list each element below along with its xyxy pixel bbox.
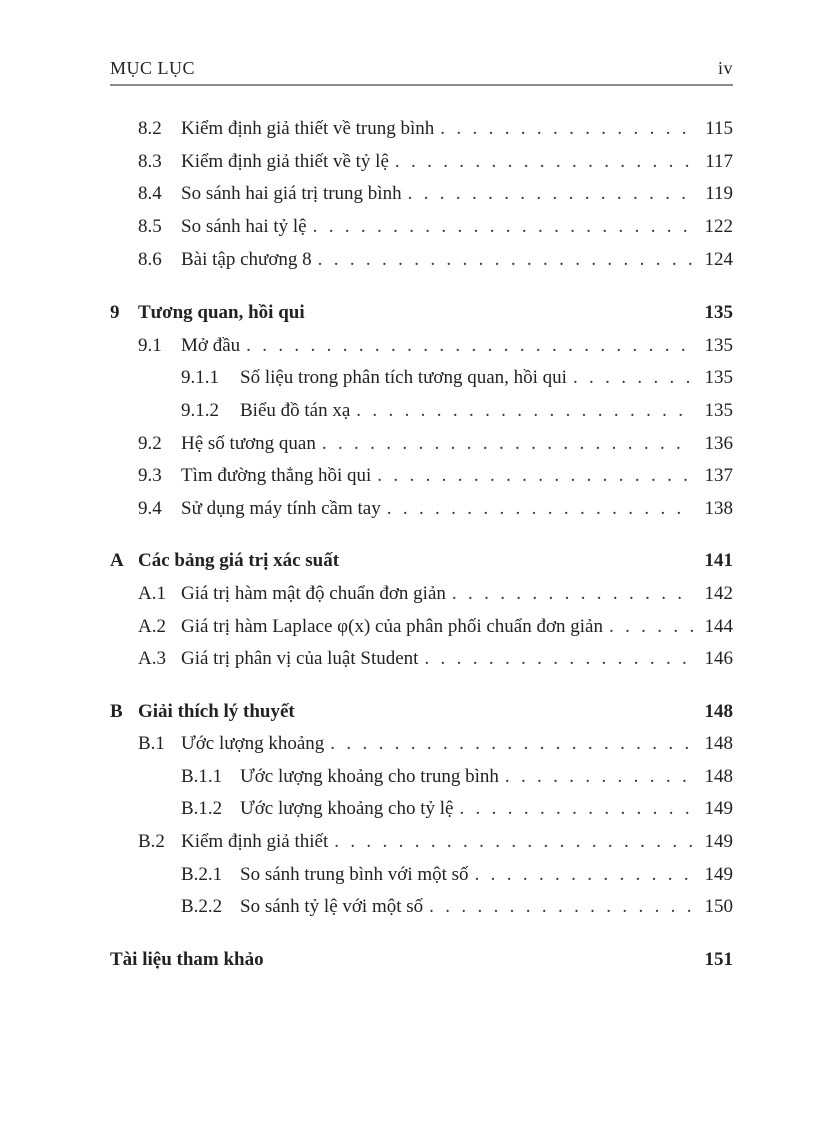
entry-title: Ước lượng khoảng xyxy=(181,733,325,754)
toc-subsection-entry[interactable] xyxy=(110,894,733,920)
dot-leader xyxy=(246,333,693,359)
entry-page-number: 135 xyxy=(704,302,733,323)
toc-section-entry[interactable] xyxy=(110,247,733,273)
entry-number: B.1.2 xyxy=(181,798,223,819)
entry-page-number: 149 xyxy=(704,864,733,885)
entry-title: Giá trị hàm Laplace φ(x) của phân phối chuẩn đơn giản xyxy=(181,616,603,637)
entry-page-number: 148 xyxy=(704,733,733,754)
dot-leader xyxy=(459,796,693,822)
dot-leader xyxy=(318,247,693,273)
entry-number: A.1 xyxy=(138,583,166,604)
entry-title: Giá trị phân vị của luật Student xyxy=(181,648,419,669)
header-title: MỤC LỤC xyxy=(110,58,196,78)
entry-number: 9 xyxy=(110,302,120,323)
entry-number: B.1.1 xyxy=(181,766,223,787)
entry-page-number: 148 xyxy=(704,766,733,787)
entry-number: A.3 xyxy=(138,648,166,669)
entry-title: Sử dụng máy tính cầm tay xyxy=(181,498,381,519)
toc-section-entry[interactable] xyxy=(110,614,733,640)
entry-title: Giá trị hàm mật độ chuẩn đơn giản xyxy=(181,583,446,604)
toc-section-entry[interactable] xyxy=(110,214,733,240)
entry-title: Mở đầu xyxy=(181,335,241,356)
dot-leader xyxy=(505,764,693,790)
entry-page-number: 141 xyxy=(704,550,733,571)
entry-page-number: 138 xyxy=(704,498,733,519)
entry-title: Tài liệu tham khảo xyxy=(110,949,264,970)
entry-number: 9.2 xyxy=(138,433,162,454)
entry-page-number: 135 xyxy=(704,400,733,421)
entry-title: Bài tập chương 8 xyxy=(181,249,312,270)
entry-title: Tìm đường thẳng hồi qui xyxy=(181,465,372,486)
toc-section-entry[interactable] xyxy=(110,646,733,672)
toc-section-entry[interactable] xyxy=(110,116,733,142)
entry-page-number: 142 xyxy=(704,583,733,604)
entry-number: 9.1 xyxy=(138,335,162,356)
toc-section-entry[interactable] xyxy=(110,431,733,457)
entry-number: 9.4 xyxy=(138,498,162,519)
entry-title: So sánh trung bình với một số xyxy=(240,864,469,885)
entry-title: Kiểm định giả thiết về trung bình xyxy=(181,118,435,139)
toc-section-entry[interactable] xyxy=(110,149,733,175)
entry-page-number: 135 xyxy=(704,367,733,388)
toc-section-entry[interactable] xyxy=(110,731,733,757)
entry-title: Biểu đồ tán xạ xyxy=(240,400,351,421)
entry-number: B.2 xyxy=(138,831,165,852)
entry-number: B.2.1 xyxy=(181,864,223,885)
entry-page-number: 115 xyxy=(705,118,733,139)
dot-leader xyxy=(475,862,693,888)
entry-number: 9.1.1 xyxy=(181,367,219,388)
dot-leader xyxy=(395,149,693,175)
entry-page-number: 124 xyxy=(704,249,733,270)
toc-subsection-entry[interactable] xyxy=(110,398,733,424)
entry-number: 9.3 xyxy=(138,465,162,486)
dot-leader xyxy=(356,398,693,424)
toc-section-entry[interactable] xyxy=(110,829,733,855)
toc-section-entry[interactable] xyxy=(110,496,733,522)
entry-page-number: 150 xyxy=(704,896,733,917)
header-page-number: iv xyxy=(717,58,733,78)
dot-leader xyxy=(429,894,693,920)
toc-chapter-entry[interactable] xyxy=(110,548,733,574)
toc-section-entry[interactable] xyxy=(110,463,733,489)
entry-page-number: 151 xyxy=(704,949,733,970)
entry-title: Ước lượng khoảng cho tỷ lệ xyxy=(240,798,454,819)
entry-title: Kiểm định giả thiết xyxy=(181,831,329,852)
toc-chapter-entry[interactable] xyxy=(110,947,733,973)
entry-page-number: 136 xyxy=(704,433,733,454)
entry-number: 9.1.2 xyxy=(181,400,219,421)
entry-number: 8.4 xyxy=(138,183,162,204)
entry-number: A xyxy=(110,550,124,571)
toc-chapter-entry[interactable] xyxy=(110,699,733,725)
dot-leader xyxy=(573,365,693,391)
toc-section-entry[interactable] xyxy=(110,181,733,207)
entry-title: Giải thích lý thuyết xyxy=(138,701,295,722)
entry-title: So sánh hai tỷ lệ xyxy=(181,216,307,237)
toc-subsection-entry[interactable] xyxy=(110,764,733,790)
entry-page-number: 119 xyxy=(705,183,733,204)
toc-subsection-entry[interactable] xyxy=(110,365,733,391)
dot-leader xyxy=(387,496,693,522)
toc-section-entry[interactable] xyxy=(110,333,733,359)
entry-title: Hệ số tương quan xyxy=(181,433,316,454)
dot-leader xyxy=(313,214,693,240)
dot-leader xyxy=(440,116,693,142)
entry-page-number: 149 xyxy=(704,831,733,852)
entry-page-number: 137 xyxy=(704,465,733,486)
header-rule xyxy=(110,84,733,86)
dot-leader xyxy=(330,731,693,757)
dot-leader xyxy=(424,646,693,672)
entry-title: Kiểm định giả thiết về tỷ lệ xyxy=(181,151,389,172)
entry-title: Tương quan, hồi qui xyxy=(138,302,305,323)
toc-chapter-entry[interactable] xyxy=(110,300,733,326)
running-header xyxy=(110,58,733,84)
entry-number: 8.3 xyxy=(138,151,162,172)
dot-leader xyxy=(452,581,693,607)
entry-title: So sánh tỷ lệ với một số xyxy=(240,896,424,917)
toc-subsection-entry[interactable] xyxy=(110,796,733,822)
toc-subsection-entry[interactable] xyxy=(110,862,733,888)
entry-page-number: 117 xyxy=(705,151,733,172)
entry-number: B xyxy=(110,701,123,722)
entry-number: 8.6 xyxy=(138,249,162,270)
entry-number: 8.2 xyxy=(138,118,162,139)
entry-title: Ước lượng khoảng cho trung bình xyxy=(240,766,499,787)
entry-number: B.2.2 xyxy=(181,896,223,917)
entry-title: Các bảng giá trị xác suất xyxy=(138,550,340,571)
entry-title: So sánh hai giá trị trung bình xyxy=(181,183,402,204)
dot-leader xyxy=(408,181,693,207)
dot-leader xyxy=(609,614,693,640)
entry-number: A.2 xyxy=(138,616,166,637)
dot-leader xyxy=(322,431,693,457)
entry-title: Số liệu trong phân tích tương quan, hồi qui xyxy=(240,367,567,388)
entry-page-number: 146 xyxy=(704,648,733,669)
entry-page-number: 144 xyxy=(704,616,733,637)
entry-page-number: 149 xyxy=(704,798,733,819)
toc-section-entry[interactable] xyxy=(110,581,733,607)
entry-page-number: 122 xyxy=(704,216,733,237)
entry-page-number: 135 xyxy=(704,335,733,356)
entry-page-number: 148 xyxy=(704,701,733,722)
entry-number: 8.5 xyxy=(138,216,162,237)
dot-leader xyxy=(334,829,693,855)
entry-number: B.1 xyxy=(138,733,165,754)
dot-leader xyxy=(377,463,693,489)
